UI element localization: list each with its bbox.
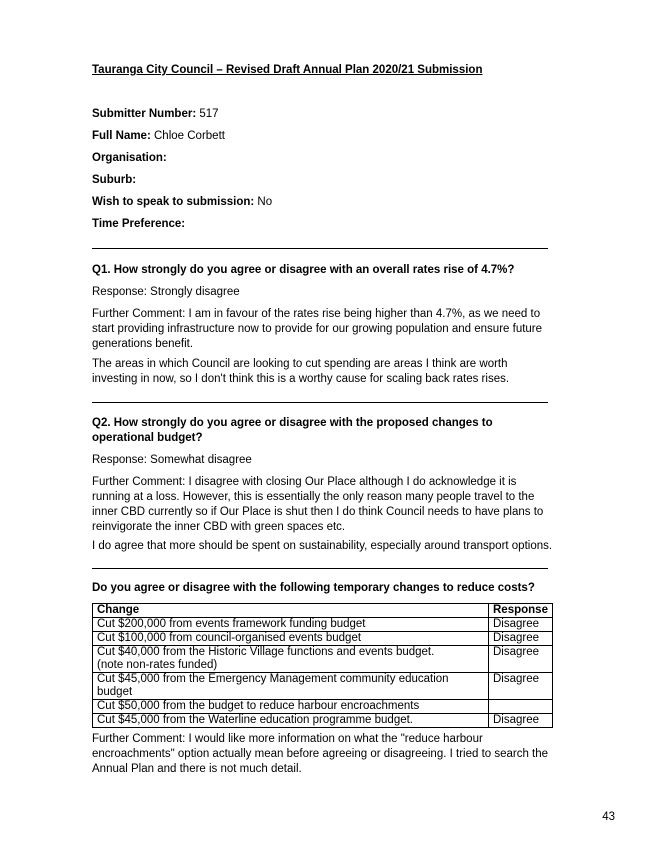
full-name-value: Chloe Corbett (154, 130, 225, 142)
change-cell: Cut $200,000 from events framework funding budget (93, 618, 489, 632)
table-row (93, 618, 553, 632)
header-change: Change (93, 604, 489, 618)
wish-to-speak (92, 195, 272, 210)
time-preference (92, 217, 185, 232)
document-title: Tauranga City Council – Revised Draft Annual Plan 2020/21 Submission (92, 64, 483, 76)
response-cell: Disagree (489, 646, 553, 673)
submitter-number (92, 107, 219, 122)
cost-changes-table (92, 603, 553, 728)
q1-comment: Further Comment: I am in favour of the rates rise being higher than 4.7%, as we need to start providing infrastructure now to provide for our growing population and ensure future generations benefit. (92, 308, 543, 350)
response-cell: Disagree (489, 632, 553, 646)
q2-comment-continued: I do agree that more should be spent on sustainability, especially around transport options. (92, 540, 553, 552)
table-row (93, 714, 553, 728)
response-cell: Disagree (489, 714, 553, 728)
response-cell (489, 700, 553, 714)
divider (92, 248, 548, 249)
divider (92, 568, 548, 569)
q2-comment: Further Comment: I disagree with closing Our Place although I do acknowledge it is running at a loss. However, this is essentially the only reason many people travel to the inner CBD currently so if Our Place is shut then I do think Council needs to have plans to reinvigorate the inner CBD with green spaces etc. (92, 476, 544, 533)
change-text: Cut $40,000 from the Historic Village functions and events budget. (97, 646, 435, 658)
q2-question: Q2. How strongly do you agree or disagree with the proposed changes to operational budget? (92, 417, 493, 444)
header-response: Response (489, 604, 553, 618)
suburb-label: Suburb: (92, 174, 137, 186)
wish-to-speak-label: Wish to speak to submission: (92, 196, 255, 208)
page-number: 43 (602, 811, 615, 823)
change-cell: Cut $100,000 from council-organised events budget (93, 632, 489, 646)
response-cell: Disagree (489, 673, 553, 700)
response-cell: Disagree (489, 618, 553, 632)
q2-response: Response: Somewhat disagree (92, 454, 252, 466)
change-cell (93, 646, 489, 673)
change-note: (note non-rates funded) (97, 659, 218, 671)
full-name-label: Full Name: (92, 130, 151, 142)
full-name (92, 129, 225, 144)
q3-question: Do you agree or disagree with the following temporary changes to reduce costs? (92, 582, 535, 594)
organisation (92, 151, 167, 166)
wish-to-speak-value: No (257, 196, 273, 208)
table-row (93, 700, 553, 714)
change-cell: Cut $45,000 from the Emergency Management community education budget (93, 673, 489, 700)
time-preference-label: Time Preference: (92, 218, 186, 230)
organisation-label: Organisation: (92, 152, 167, 164)
table-header-row (93, 604, 553, 618)
change-cell: Cut $50,000 from the budget to reduce harbour encroachments (93, 700, 489, 714)
q1-response: Response: Strongly disagree (92, 286, 240, 298)
submitter-number-value: 517 (199, 108, 219, 120)
q1-question: Q1. How strongly do you agree or disagree with an overall rates rise of 4.7%? (92, 264, 515, 276)
table-row (93, 632, 553, 646)
table-row (93, 673, 553, 700)
change-cell: Cut $45,000 from the Waterline education programme budget. (93, 714, 489, 728)
q3-comment: Further Comment: I would like more information on what the "reduce harbour encroachments" option actually mean before agreeing or disagreeing. I tried to search the Annual Plan and there is not much detail. (92, 733, 549, 775)
divider (92, 402, 548, 403)
q1-comment-continued: The areas in which Council are looking to cut spending are areas I think are worth investing in now, so I don't think this is a worthy cause for scaling back rates rises. (92, 358, 510, 385)
suburb (92, 173, 136, 188)
table-row (93, 646, 553, 673)
submitter-number-label: Submitter Number: (92, 108, 197, 120)
